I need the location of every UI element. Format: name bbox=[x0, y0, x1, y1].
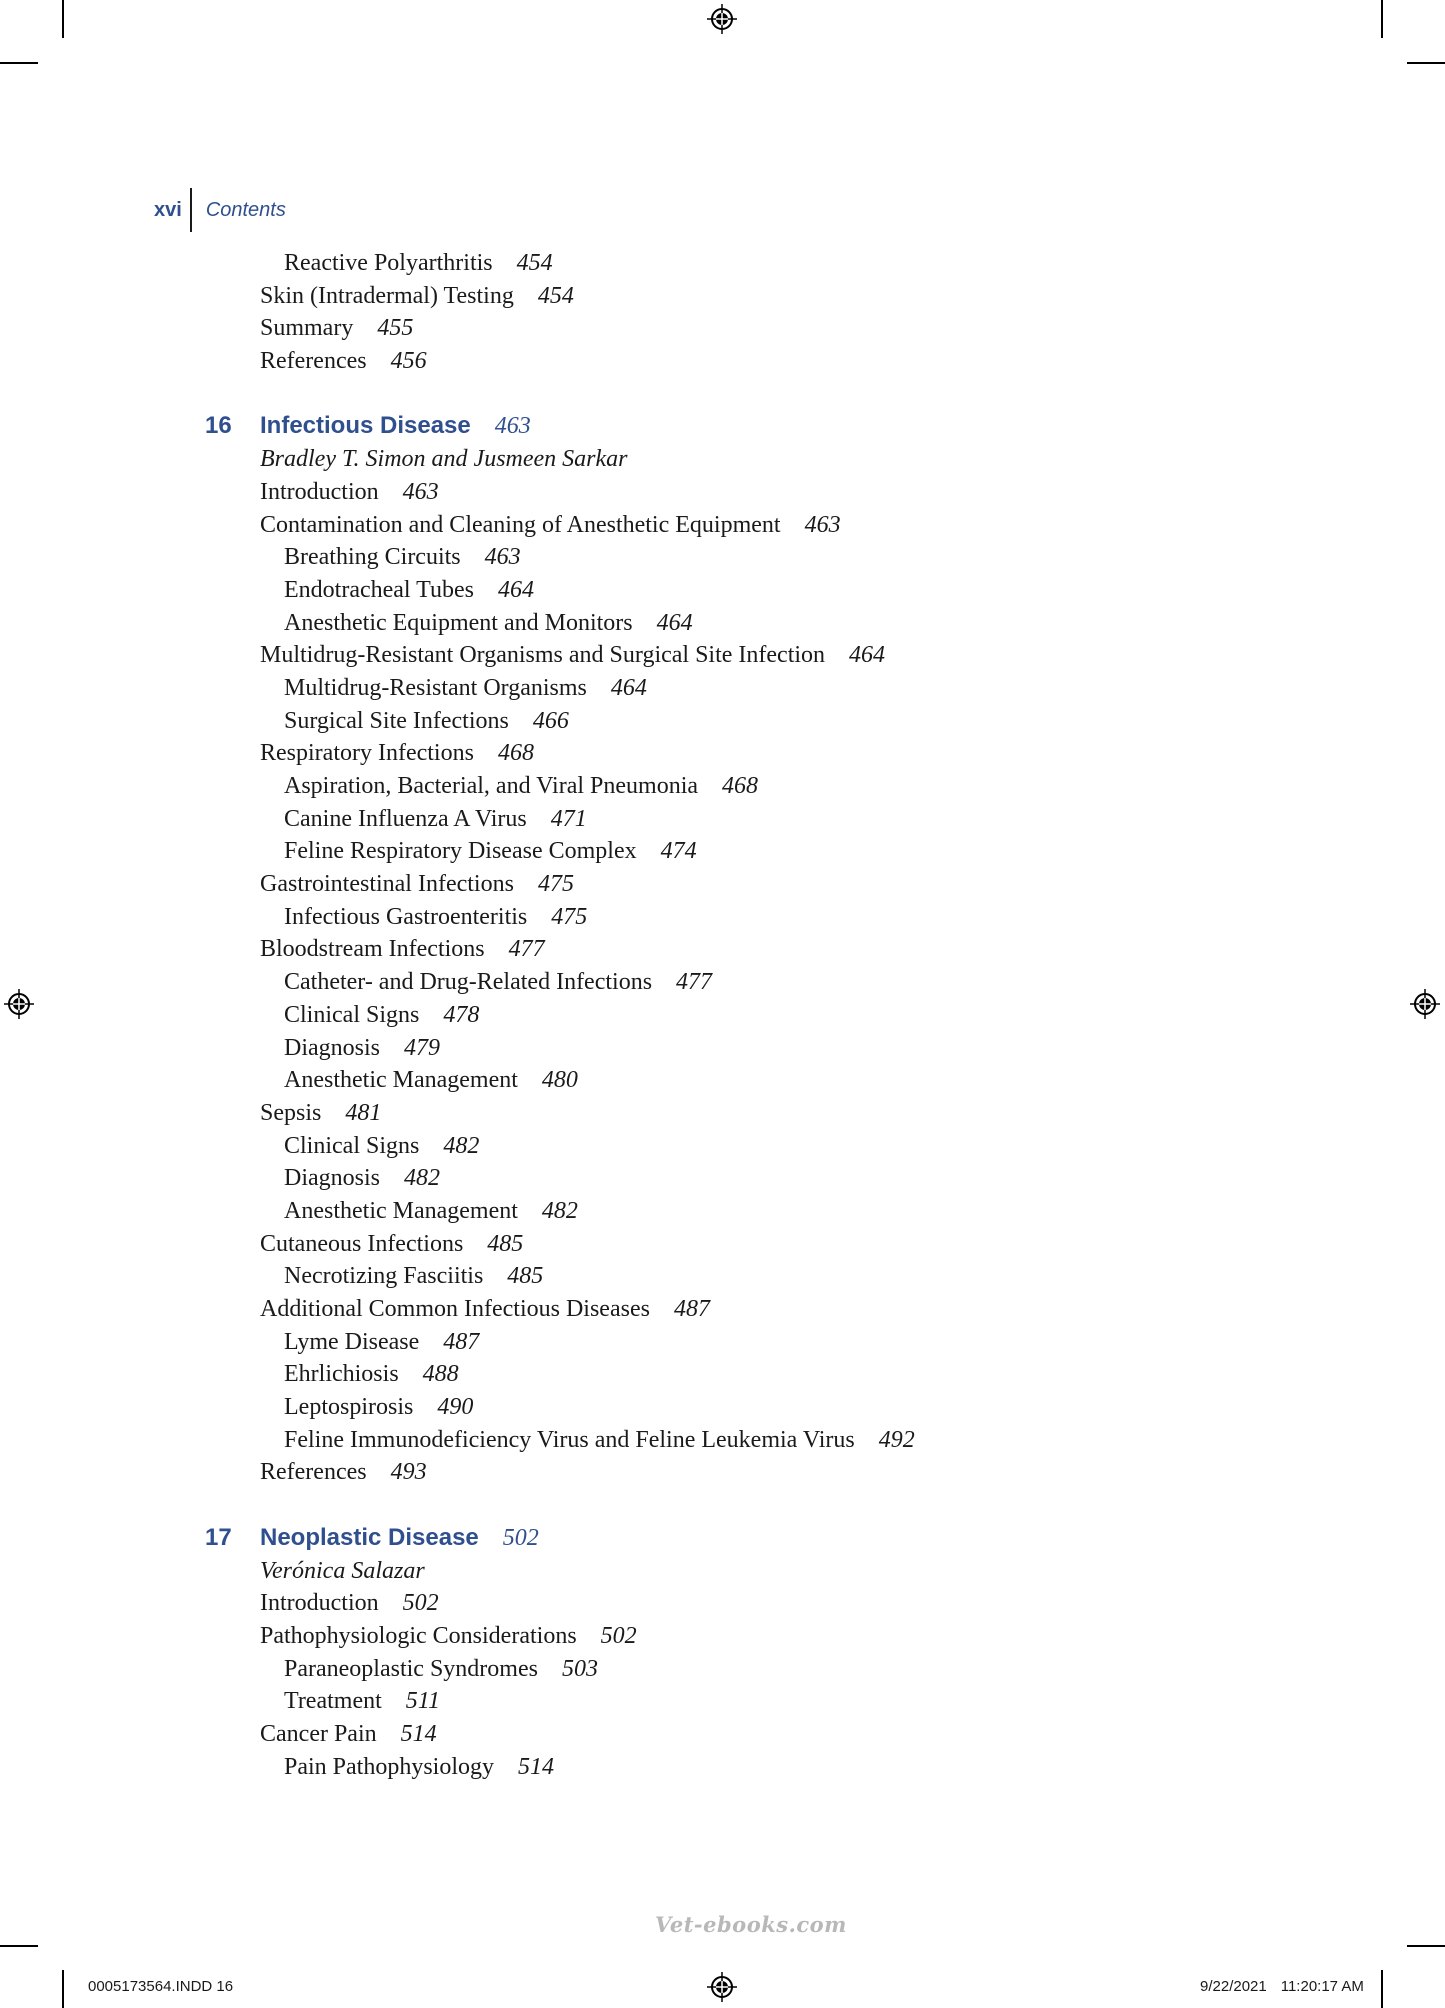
slug-time: 11:20:17 AM bbox=[1280, 1978, 1364, 1995]
toc-entry-title: Skin (Intradermal) Testing bbox=[260, 282, 514, 309]
toc-entry-title: Additional Common Infectious Diseases bbox=[260, 1296, 650, 1322]
crop-mark-top-right bbox=[1381, 0, 1383, 38]
toc-entry-title: Respiratory Infections bbox=[260, 740, 474, 767]
toc-entry-page: 456 bbox=[390, 348, 427, 375]
toc-entry-title: Cutaneous Infections bbox=[260, 1230, 464, 1257]
toc-entry-page: 482 bbox=[404, 1165, 440, 1192]
toc-entry-title: Multidrug-Resistant Organisms bbox=[284, 674, 587, 701]
chapter-title: Infectious Disease bbox=[260, 412, 471, 440]
toc-entry-title: Paraneoplastic Syndromes bbox=[284, 1655, 538, 1682]
toc-entry bbox=[0, 737, 1445, 770]
toc-entry bbox=[0, 1653, 1445, 1686]
toc-entry bbox=[0, 607, 1445, 640]
header-divider bbox=[190, 188, 192, 232]
toc-entry-page: 502 bbox=[402, 1590, 439, 1617]
toc-entry-page: 475 bbox=[551, 903, 588, 930]
chapter-number: 17 bbox=[205, 1523, 232, 1551]
toc-entry-page: 468 bbox=[497, 740, 534, 767]
toc-entry-title: Breathing Circuits bbox=[284, 544, 461, 571]
chapter-authors: Bradley T. Simon and Jusmeen Sarkar bbox=[260, 446, 628, 473]
toc-entry bbox=[0, 1718, 1445, 1751]
toc-entry-page: 455 bbox=[377, 315, 414, 342]
page-number: xvi bbox=[154, 198, 182, 221]
toc-entry-title: Pain Pathophysiology bbox=[284, 1753, 495, 1780]
toc-entry bbox=[0, 1620, 1445, 1653]
toc-entry-page: 478 bbox=[443, 1001, 480, 1028]
toc-entry-page: 479 bbox=[404, 1034, 440, 1061]
crop-mark-bottom-right bbox=[1381, 1970, 1383, 2008]
toc-entry-title: Diagnosis bbox=[284, 1034, 380, 1061]
file-slug: 0005173564.INDD 16 bbox=[88, 1978, 234, 1995]
toc-entry-page: 503 bbox=[561, 1655, 598, 1682]
toc-entry-title: Anesthetic Equipment and Monitors bbox=[284, 609, 633, 636]
toc-entry-page: 468 bbox=[722, 773, 759, 799]
toc-entry-title: Aspiration, Bacterial, and Viral Pneumonia bbox=[284, 773, 699, 799]
toc-entry-title: Introduction bbox=[260, 478, 379, 505]
toc-entry-page: 464 bbox=[610, 674, 647, 701]
toc-entry bbox=[0, 541, 1445, 574]
toc-entry-title: Reactive Polyarthritis bbox=[284, 250, 493, 276]
toc-entry-page: 488 bbox=[422, 1361, 459, 1388]
toc-entry bbox=[0, 835, 1445, 868]
toc-entry bbox=[0, 1260, 1445, 1293]
toc-entry-title: Bloodstream Infections bbox=[260, 936, 485, 963]
chapter-heading bbox=[0, 1522, 1445, 1555]
toc-entry bbox=[0, 705, 1445, 738]
toc-entry bbox=[0, 966, 1445, 999]
toc-entry-title: Feline Immunodeficiency Virus and Feline Leukemia Virus bbox=[284, 1426, 855, 1453]
toc-entry bbox=[0, 672, 1445, 705]
toc-entry-page: 454 bbox=[516, 250, 553, 276]
toc-entry-page: 463 bbox=[484, 544, 521, 571]
toc-entry bbox=[0, 574, 1445, 607]
date-slug bbox=[1200, 1978, 1364, 1995]
toc-entry-title: Feline Respiratory Disease Complex bbox=[284, 838, 637, 865]
toc-entry-page: 485 bbox=[487, 1230, 524, 1257]
toc-entry bbox=[0, 1162, 1445, 1195]
toc-entry-page: 463 bbox=[804, 511, 841, 538]
chapter-authors: Verónica Salazar bbox=[260, 1557, 425, 1584]
toc-entry bbox=[0, 999, 1445, 1032]
chapter-page: 463 bbox=[494, 413, 531, 440]
toc-entry-page: 514 bbox=[400, 1720, 437, 1747]
toc-entry bbox=[0, 1685, 1445, 1718]
toc-entry-page: 454 bbox=[537, 282, 574, 309]
running-header bbox=[154, 188, 286, 232]
toc-entry bbox=[0, 1097, 1445, 1130]
toc-entry bbox=[0, 803, 1445, 836]
toc-entry bbox=[0, 1130, 1445, 1163]
toc-entry-page: 474 bbox=[660, 838, 697, 865]
toc-entry-title: Sepsis bbox=[260, 1099, 322, 1126]
toc-entry-page: 487 bbox=[673, 1296, 710, 1322]
toc-entry bbox=[0, 868, 1445, 901]
toc-entry-page: 493 bbox=[390, 1459, 427, 1486]
toc-entry-title: Canine Influenza A Virus bbox=[284, 805, 527, 832]
toc-entry bbox=[0, 1424, 1445, 1457]
toc-entry bbox=[0, 312, 1445, 345]
registration-target-icon bbox=[707, 1972, 737, 2002]
chapter-heading bbox=[0, 410, 1445, 443]
toc-entry-title: Pathophysiologic Considerations bbox=[260, 1622, 577, 1649]
toc-entry bbox=[0, 1456, 1445, 1489]
toc-entry-title: Anesthetic Management bbox=[284, 1067, 518, 1094]
crop-mark-top-left-h bbox=[0, 62, 38, 64]
toc-entry bbox=[0, 1391, 1445, 1424]
toc-entry bbox=[0, 933, 1445, 966]
toc-entry bbox=[0, 1293, 1445, 1326]
toc-entry-title: Contamination and Cleaning of Anesthetic Equipment bbox=[260, 511, 781, 538]
toc-entry-title: Necrotizing Fasciitis bbox=[284, 1263, 484, 1290]
toc-spacer bbox=[0, 1489, 1445, 1522]
toc-entry-page: 511 bbox=[405, 1688, 440, 1715]
section-title: Contents bbox=[205, 198, 286, 221]
toc-entry-title: Cancer Pain bbox=[260, 1720, 377, 1747]
slug-date: 9/22/2021 bbox=[1200, 1978, 1267, 1995]
toc-entry-page: 480 bbox=[541, 1067, 578, 1094]
toc-entry bbox=[0, 509, 1445, 542]
toc-entry bbox=[0, 770, 1445, 803]
toc-entry bbox=[0, 1326, 1445, 1359]
toc-entry-title: Endotracheal Tubes bbox=[284, 576, 474, 603]
toc-entry-page: 482 bbox=[443, 1132, 480, 1159]
toc-entry-page: 475 bbox=[537, 871, 574, 898]
toc-entry-title: Catheter- and Drug-Related Infections bbox=[284, 969, 653, 996]
chapter-title: Neoplastic Disease bbox=[260, 1523, 479, 1551]
toc-entry-page: 514 bbox=[518, 1753, 555, 1780]
toc-entry bbox=[0, 639, 1445, 672]
toc-entry-title: Anesthetic Management bbox=[284, 1197, 518, 1224]
toc-entry-title: Clinical Signs bbox=[284, 1001, 420, 1028]
toc-entry-title: Summary bbox=[260, 315, 354, 342]
toc-entry bbox=[0, 280, 1445, 313]
toc-entry bbox=[0, 1032, 1445, 1065]
toc-entry bbox=[0, 345, 1445, 378]
toc-entry bbox=[0, 1751, 1445, 1784]
toc-entry-page: 482 bbox=[541, 1197, 578, 1224]
toc-entry-title: Introduction bbox=[260, 1590, 379, 1617]
toc-entry-page: 464 bbox=[497, 576, 534, 603]
toc-entry-page: 463 bbox=[402, 478, 439, 505]
watermark-logo: Vet-ebooks.com bbox=[655, 1912, 847, 1937]
toc-entry bbox=[0, 1064, 1445, 1097]
toc-entry-title: Clinical Signs bbox=[284, 1132, 420, 1159]
toc-entry-title: Infectious Gastroenteritis bbox=[284, 903, 528, 930]
toc-entry-page: 477 bbox=[676, 969, 713, 996]
toc-entry-page: 490 bbox=[437, 1394, 474, 1421]
toc-entry-page: 492 bbox=[878, 1426, 915, 1453]
toc-spacer bbox=[0, 378, 1445, 411]
toc-entry-page: 502 bbox=[600, 1622, 637, 1649]
toc-entry-title: Ehrlichiosis bbox=[284, 1361, 399, 1388]
toc-entry-title: References bbox=[260, 1459, 367, 1486]
toc-entry-title: Gastrointestinal Infections bbox=[260, 871, 514, 898]
toc-entry-page: 481 bbox=[345, 1099, 382, 1126]
toc-entry-page: 487 bbox=[443, 1328, 480, 1355]
toc-entry bbox=[0, 1195, 1445, 1228]
toc-entry bbox=[0, 247, 1445, 280]
registration-target-icon bbox=[707, 4, 737, 34]
toc-entry-page: 471 bbox=[550, 805, 587, 832]
toc-entry bbox=[0, 901, 1445, 934]
toc-entry bbox=[0, 1358, 1445, 1391]
toc-entry-title: Diagnosis bbox=[284, 1165, 380, 1192]
crop-mark-bottom-left-h bbox=[0, 1945, 38, 1947]
toc-entry-title: Treatment bbox=[284, 1688, 382, 1715]
table-of-contents bbox=[0, 247, 1445, 1783]
toc-entry-page: 485 bbox=[507, 1263, 544, 1290]
toc-entry-title: Leptospirosis bbox=[284, 1394, 414, 1421]
toc-entry-page: 464 bbox=[849, 642, 886, 669]
toc-entry-title: Surgical Site Infections bbox=[284, 707, 509, 734]
toc-entry-title: References bbox=[260, 348, 367, 375]
crop-mark-top-right-h bbox=[1407, 62, 1445, 64]
toc-entry bbox=[0, 1228, 1445, 1261]
toc-entry-page: 477 bbox=[508, 936, 545, 963]
toc-entry-title: Multidrug-Resistant Organisms and Surgical Site Infection bbox=[260, 642, 826, 669]
toc-entry-title: Lyme Disease bbox=[284, 1328, 420, 1355]
toc-entry-page: 464 bbox=[656, 609, 693, 636]
toc-entry-page: 466 bbox=[532, 707, 569, 734]
toc-entry bbox=[0, 476, 1445, 509]
toc-entry bbox=[0, 1587, 1445, 1620]
chapter-number: 16 bbox=[205, 412, 232, 440]
crop-mark-bottom-left bbox=[62, 1970, 64, 2008]
chapter-page: 502 bbox=[502, 1524, 539, 1551]
crop-mark-bottom-right-h bbox=[1407, 1945, 1445, 1947]
crop-mark-top-left bbox=[62, 0, 64, 38]
